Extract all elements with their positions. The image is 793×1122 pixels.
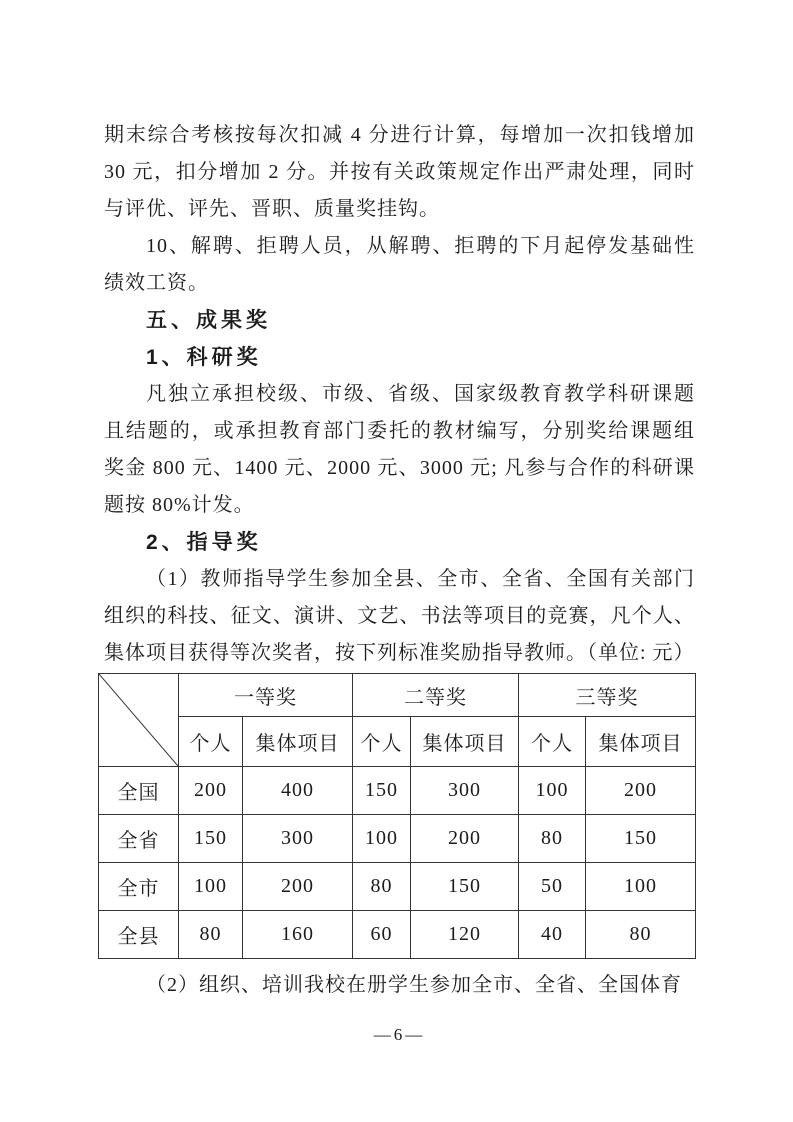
table-cell: 150 [353,767,411,815]
table-cell: 200 [411,815,519,863]
text-line: （2）组织、培训我校在册学生参加全市、全省、全国体育 [146,974,682,996]
col-header: 集体项目 [411,717,519,767]
table-cell: 100 [179,863,243,911]
text-line: 与评优、评先、晋职、质量奖挂钩。 [104,198,440,220]
table-cell: 50 [519,863,586,911]
text-line: 集体项目获得等次奖者，按下列标准奖励指导教师。（单位: 元） [104,642,695,664]
row-header: 全市 [99,863,179,911]
table-cell: 300 [243,815,353,863]
text-line: 且结题的，或承担教育部门委托的教材编写，分别奖给课题组 [104,420,695,442]
table-header-row-1 [99,674,696,717]
table-cell: 400 [243,767,353,815]
col-header: 集体项目 [586,717,696,767]
table-cell: 120 [411,911,519,959]
paragraph-deduction-rule [104,117,695,228]
section-heading-5: 五、成果奖 [146,309,271,332]
text-line: 10、解聘、拒聘人员，从解聘、拒聘的下月起停发基础性 [146,235,695,257]
table-cell: 100 [586,863,696,911]
table-cell: 60 [353,911,411,959]
table-cell: 150 [179,815,243,863]
table-cell: 100 [353,815,411,863]
text-line: 绩效工资。 [104,272,209,294]
page-number: —6— [373,1025,426,1044]
table-cell: 160 [243,911,353,959]
table-cell: 80 [519,815,586,863]
table-cell: 150 [411,863,519,911]
table-row-national [99,767,696,815]
award-table [98,673,696,959]
col-group-third-prize: 三等奖 [519,674,696,717]
text-line: 30 元，扣分增加 2 分。并按有关政策规定作出严肃处理，同时 [104,161,695,183]
text-line: 期末综合考核按每次扣减 4 分进行计算，每增加一次扣钱增加 [104,124,695,146]
text-line: （1）教师指导学生参加全县、全市、全省、全国有关部门 [146,568,695,590]
table-row-province [99,815,696,863]
row-header: 全国 [99,767,179,815]
row-header: 全省 [99,815,179,863]
table-cell: 80 [586,911,696,959]
col-header: 个人 [353,717,411,767]
table-cell: 200 [179,767,243,815]
paragraph-item-2-sports [104,967,695,1004]
text-line: 凡独立承担校级、市级、省级、国家级教育教学科研课题 [146,383,695,405]
subsection-heading-1: 1、科研奖 [146,346,262,369]
table-row-county [99,911,696,959]
row-header: 全县 [99,911,179,959]
table-cell: 200 [243,863,353,911]
table-cell: 80 [179,911,243,959]
text-line: 题按 80%计发。 [104,494,255,516]
text-line: 奖金 800 元、1400 元、2000 元、3000 元; 凡参与合作的科研课 [104,457,695,479]
table-cell: 100 [519,767,586,815]
paragraph-research-award [104,376,695,524]
table-cell: 200 [586,767,696,815]
table-row-city [99,863,696,911]
corner-cell [99,674,179,767]
document-body [104,117,695,1045]
subsection-heading-2: 2、指导奖 [146,531,262,554]
table-cell: 300 [411,767,519,815]
table-cell: 40 [519,911,586,959]
col-header: 个人 [179,717,243,767]
col-group-first-prize: 一等奖 [179,674,353,717]
col-group-second-prize: 二等奖 [353,674,519,717]
table-cell: 150 [586,815,696,863]
col-header: 个人 [519,717,586,767]
col-header: 集体项目 [243,717,353,767]
diagonal-line-icon [99,674,178,766]
table-cell: 80 [353,863,411,911]
table-header-row-2 [99,717,696,767]
text-line: 组织的科技、征文、演讲、文艺、书法等项目的竞赛，凡个人、 [104,605,695,627]
paragraph-item-10 [104,228,695,302]
paragraph-guidance-award [104,561,695,672]
